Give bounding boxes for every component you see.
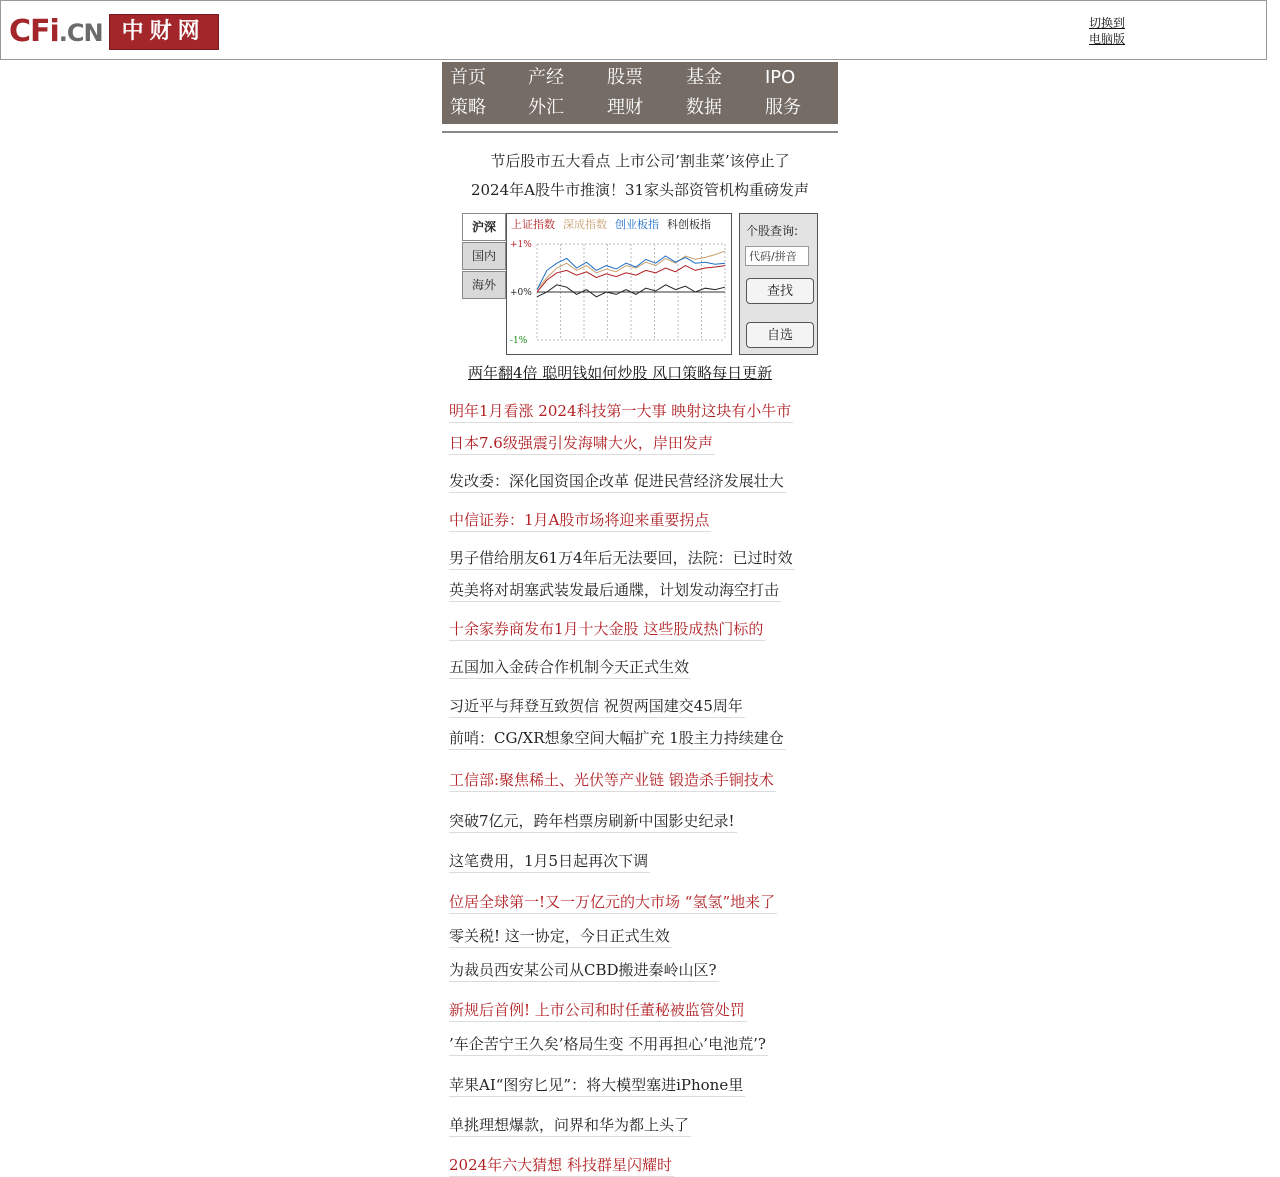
nav-item-stocks[interactable]: 股票 <box>607 67 643 88</box>
tab-shanghai-shenzhen[interactable]: 沪深 <box>462 213 506 241</box>
legend-sz: 深成指数 <box>563 218 607 231</box>
market-widget <box>462 213 818 355</box>
news-item[interactable]: 新规后首例! 上市公司和时任董秘被监管处罚 <box>449 999 747 1022</box>
nav-item-services[interactable]: 服务 <box>765 97 801 118</box>
news-item[interactable]: 苹果AI“图穷匕见”：将大模型塞进iPhone里 <box>449 1074 745 1097</box>
index-chart[interactable] <box>506 213 732 355</box>
nav-item-data[interactable]: 数据 <box>686 97 722 118</box>
stock-query-label: 个股查询: <box>746 224 799 238</box>
news-item[interactable]: 工信部:聚焦稀土、光伏等产业链 锻造杀手锏技术 <box>449 769 776 792</box>
main-nav <box>442 62 838 124</box>
logo-en: CFi.CN <box>9 13 103 49</box>
nav-divider <box>442 131 838 133</box>
news-item[interactable]: 为裁员西安某公司从CBD搬进秦岭山区? <box>449 959 719 982</box>
news-item[interactable]: 发改委：深化国资国企改革 促进民营经济发展壮大 <box>449 470 786 493</box>
legend-cyb: 创业板指 <box>615 218 659 231</box>
search-button[interactable]: 查找 <box>746 278 814 304</box>
nav-item-forex[interactable]: 外汇 <box>528 97 564 118</box>
nav-item-funds[interactable]: 基金 <box>686 67 722 88</box>
news-item[interactable]: 单挑理想爆款，问界和华为都上头了 <box>449 1114 691 1137</box>
headline-link[interactable]: 2024年A股牛市推演！31家头部资管机构重磅发声 <box>470 181 810 199</box>
top-header <box>0 0 1267 60</box>
news-item[interactable]: 男子借给朋友61万4年后无法要回，法院：已过时效 <box>449 547 795 570</box>
news-item[interactable]: 零关税! 这一协定，今日正式生效 <box>449 925 672 948</box>
tab-domestic[interactable]: 国内 <box>462 242 506 270</box>
watchlist-button[interactable]: 自选 <box>746 322 814 348</box>
chart-y-tick: +0% <box>510 288 532 298</box>
promo-link[interactable]: 两年翻4倍 聪明钱如何炒股 风口策略每日更新 <box>468 364 773 382</box>
logo-cn: 中财网 <box>109 14 219 50</box>
news-item[interactable]: 位居全球第一!又一万亿元的大市场 “氢氢”地来了 <box>449 891 777 914</box>
switch-desktop-link[interactable]: 切换到 电脑版 <box>1089 16 1126 46</box>
nav-item-strategy[interactable]: 策略 <box>450 97 486 118</box>
news-item[interactable]: 突破7亿元，跨年档票房刷新中国影史纪录! <box>449 810 737 833</box>
news-item[interactable]: ’车企苦宁王久矣’格局生变 不用再担心’电池荒’? <box>449 1033 768 1056</box>
news-item[interactable]: 十余家券商发布1月十大金股 这些股成热门标的 <box>449 618 765 641</box>
site-logo[interactable] <box>9 14 219 50</box>
news-item[interactable]: 中信证券：1月A股市场将迎来重要拐点 <box>449 509 711 532</box>
tab-overseas[interactable]: 海外 <box>462 271 506 299</box>
news-item[interactable]: 英美将对胡塞武装发最后通牒，计划发动海空打击 <box>449 579 781 602</box>
chart-y-tick: -1% <box>510 336 528 346</box>
headline-link[interactable]: 节后股市五大看点 上市公司’割韭菜’该停止了 <box>490 152 790 170</box>
chart-plot <box>507 214 731 354</box>
news-item[interactable]: 前哨：CG/XR想象空间大幅扩充 1股主力持续建仓 <box>449 727 786 750</box>
stock-code-input[interactable]: 代码/拼音 <box>745 246 809 266</box>
nav-item-home[interactable]: 首页 <box>450 67 486 88</box>
news-item[interactable]: 2024年六大猜想 科技群星闪耀时 <box>449 1154 674 1177</box>
news-item[interactable]: 习近平与拜登互致贺信 祝贺两国建交45周年 <box>449 695 745 718</box>
news-item[interactable]: 这笔费用，1月5日起再次下调 <box>449 850 650 873</box>
legend-sh: 上证指数 <box>511 218 555 231</box>
news-item[interactable]: 明年1月看涨 2024科技第一大事 映射这块有小牛市 <box>449 400 793 423</box>
chart-y-tick: +1% <box>510 240 532 250</box>
market-tabs <box>462 213 506 300</box>
nav-item-ipo[interactable]: IPO <box>765 67 796 88</box>
news-item[interactable]: 五国加入金砖合作机制今天正式生效 <box>449 656 691 679</box>
nav-item-wealth[interactable]: 理财 <box>607 97 643 118</box>
nav-item-industry[interactable]: 产经 <box>528 67 564 88</box>
chart-series-line <box>537 285 725 297</box>
stock-query-panel <box>739 213 818 355</box>
legend-kcb: 科创板指 <box>667 218 711 231</box>
news-item[interactable]: 日本7.6级强震引发海啸大火，岸田发声 <box>449 432 715 455</box>
